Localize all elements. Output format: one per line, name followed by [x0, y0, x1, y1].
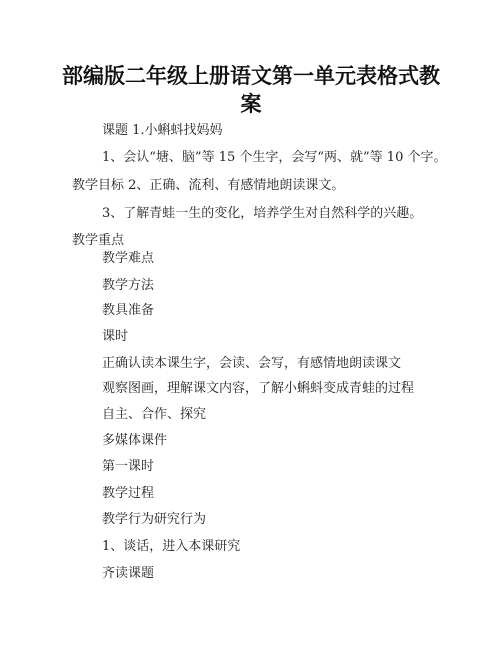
- key-points-label: 教学重点: [72, 233, 125, 248]
- materials-content: 多媒体课件: [102, 433, 168, 448]
- process-step-read-title: 齐读课题: [102, 566, 155, 581]
- methods-label: 教学方法: [102, 278, 155, 293]
- methods-content: 自主、合作、探究: [102, 407, 207, 422]
- difficulties-label: 教学难点: [102, 251, 155, 266]
- process-step-1: 1、谈话，进入本课研究: [102, 539, 241, 554]
- class-hours-content: 第一课时: [102, 459, 155, 474]
- materials-label: 教具准备: [102, 303, 155, 318]
- lesson-topic: 课题 1.小蝌蚪找妈妈: [102, 123, 223, 138]
- process-label: 教学过程: [102, 486, 155, 501]
- objective-line-1: 1、会认“塘、脑”等 15 个生字，会写“两、就”等 10 个字。: [102, 150, 447, 165]
- document-title-line-1: 部编版二年级上册语文第一单元表格式教: [62, 64, 440, 88]
- process-columns: 教学行为研究行为: [102, 512, 207, 527]
- objective-line-3: 3、了解青蛙一生的变化，培养学生对自然科学的兴趣。: [102, 206, 423, 221]
- difficulties-content: 观察图画，理解课文内容，了解小蝌蚪变成青蛙的过程: [102, 381, 415, 396]
- key-points-content: 正确认读本课生字，会读、会写，有感情地朗读课文: [102, 356, 402, 371]
- class-hours-label: 课时: [102, 329, 129, 344]
- objective-line-2: 教学目标 2、正确、流利、有感情地朗读课文。: [72, 178, 345, 193]
- document-title-line-2: 案: [240, 92, 262, 116]
